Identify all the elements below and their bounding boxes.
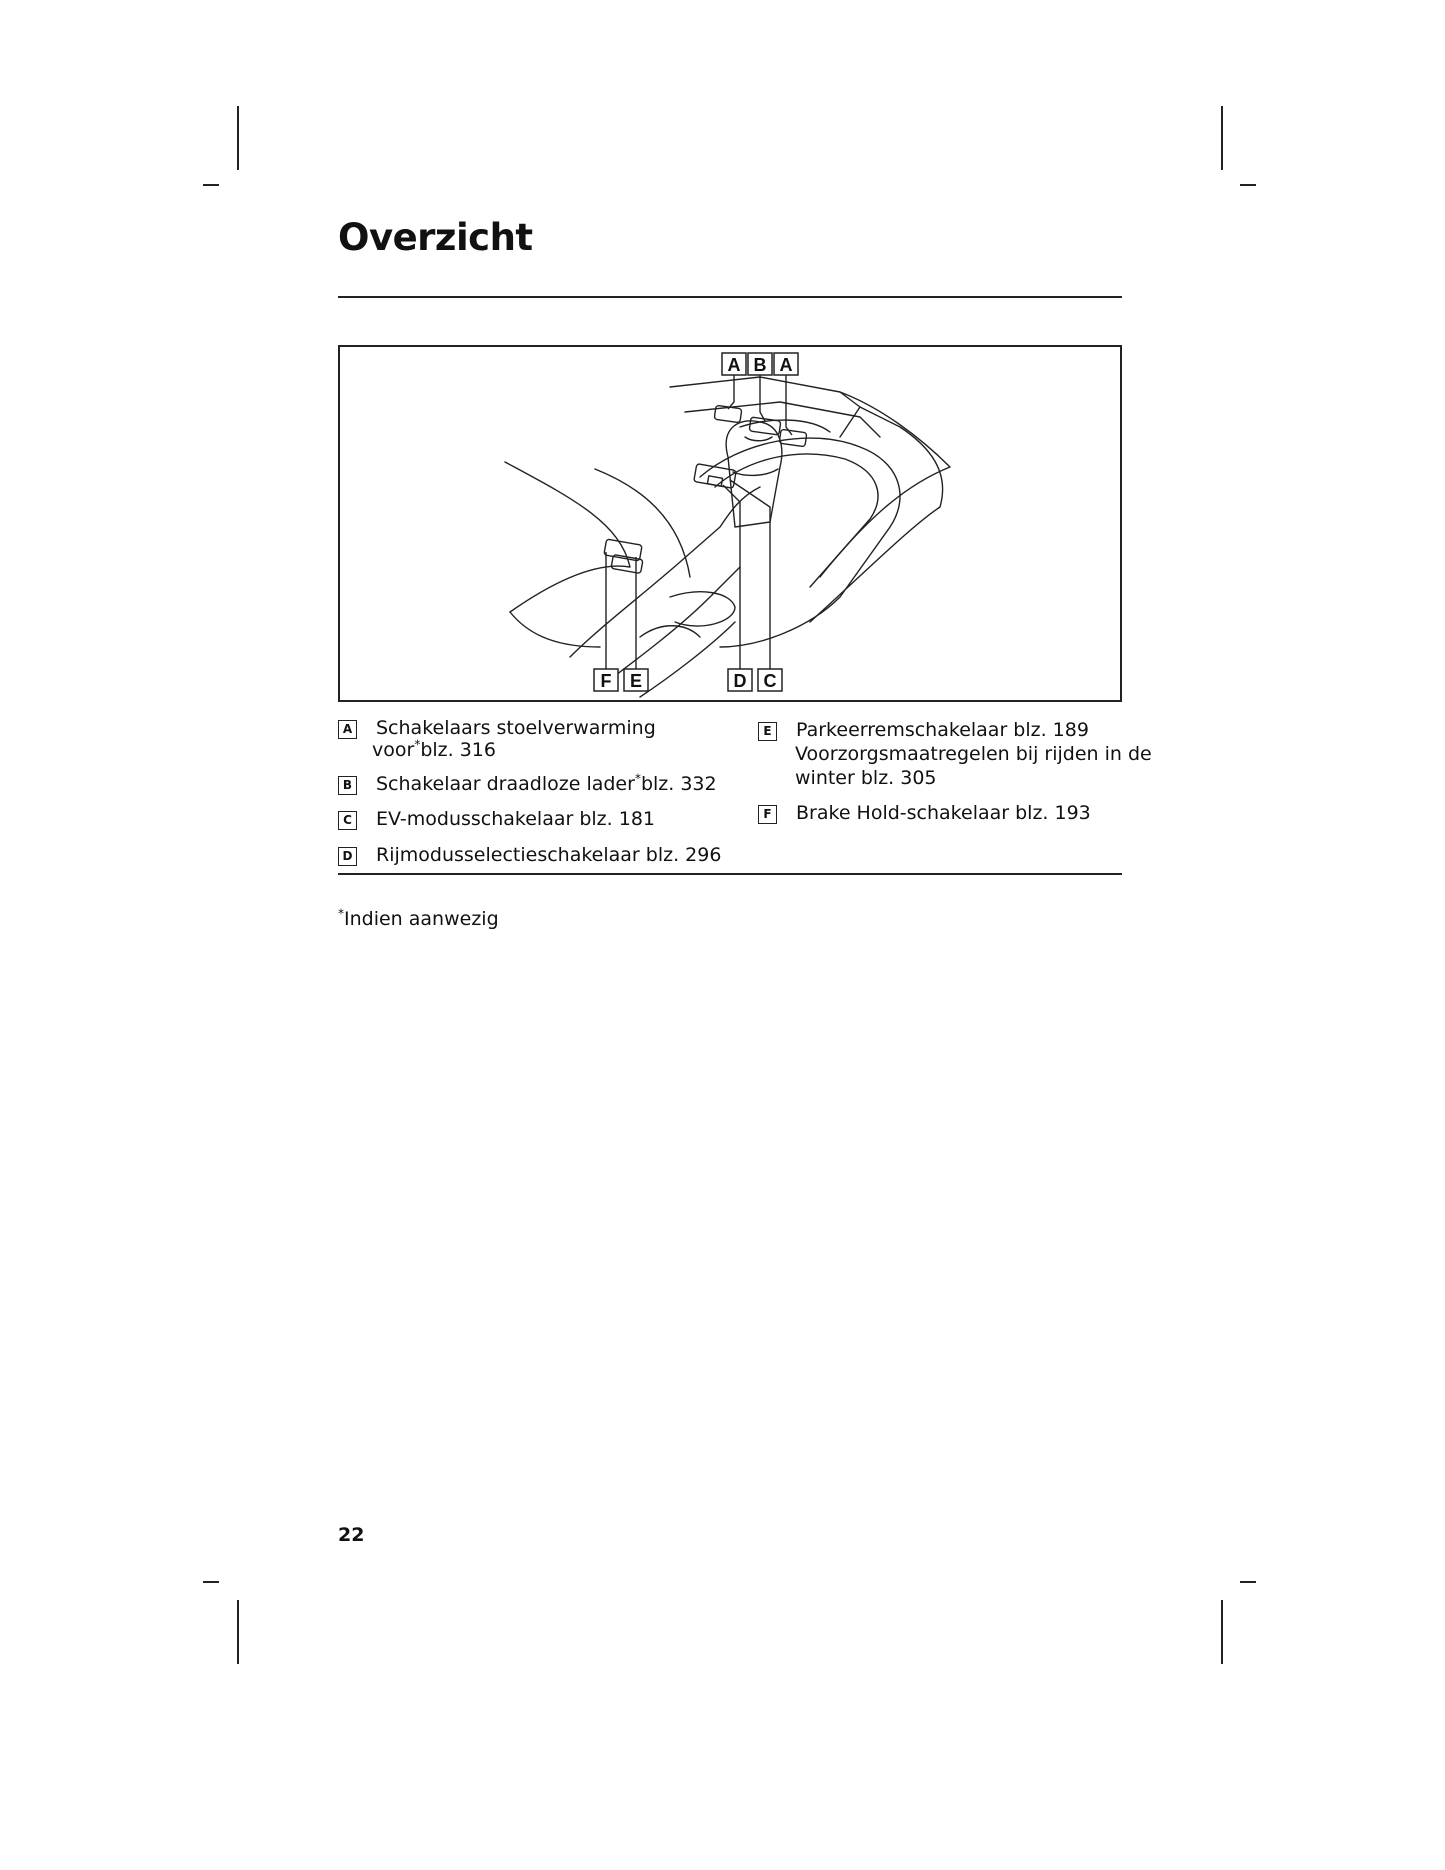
legend-text-part: Schakelaar draadloze lader — [376, 773, 635, 795]
legend-text — [376, 773, 717, 795]
legend-text: Rijmodusselectieschakelaar blz. 296 — [376, 844, 722, 866]
page-title: Overzicht — [338, 216, 533, 259]
legend — [338, 717, 1152, 867]
callout-c: C — [763, 671, 777, 691]
legend-badge: F — [758, 805, 777, 824]
legend-text-part: blz. 316 — [420, 739, 496, 761]
callout-b: B — [753, 355, 767, 375]
crop-mark — [237, 106, 239, 170]
legend-rule — [338, 873, 1122, 875]
footnote-text: Indien aanwezig — [344, 908, 499, 930]
footnote — [338, 908, 499, 930]
footnote-marker: * — [338, 906, 344, 921]
legend-text: Parkeerremschakelaar blz. 189 — [796, 719, 1089, 741]
legend-badge: D — [338, 847, 357, 866]
legend-badge: C — [338, 811, 357, 830]
callout-a: A — [727, 355, 741, 375]
legend-badge: B — [338, 776, 357, 795]
console-drawing — [340, 347, 1120, 700]
console-illustration — [338, 345, 1122, 702]
callout-e: E — [629, 671, 643, 691]
legend-text-cont: winter blz. 305 — [795, 767, 937, 789]
title-rule — [338, 296, 1122, 298]
crop-mark — [203, 1581, 219, 1583]
legend-badge: E — [758, 722, 777, 741]
crop-mark — [237, 1600, 239, 1664]
callout-a2: A — [779, 355, 793, 375]
footnote-marker: * — [634, 771, 641, 786]
legend-text-cont — [372, 739, 496, 761]
crop-mark — [1221, 106, 1223, 170]
page-number: 22 — [338, 1524, 365, 1546]
legend-text: Schakelaars stoelverwarming — [376, 717, 656, 739]
crop-mark — [1221, 1600, 1223, 1664]
callout-d: D — [733, 671, 747, 691]
footnote-marker: * — [414, 737, 421, 752]
legend-text-part: blz. 332 — [640, 773, 717, 795]
crop-mark — [203, 184, 219, 186]
legend-badge: A — [338, 720, 357, 739]
legend-text-cont: Voorzorgsmaatregelen bij rijden in de — [795, 743, 1152, 765]
callout-f: F — [600, 671, 612, 691]
legend-text-part: voor — [372, 739, 415, 761]
crop-mark — [1240, 184, 1256, 186]
legend-text: Brake Hold-schakelaar blz. 193 — [796, 802, 1091, 824]
legend-text: EV-modusschakelaar blz. 181 — [376, 808, 655, 830]
crop-mark — [1240, 1581, 1256, 1583]
